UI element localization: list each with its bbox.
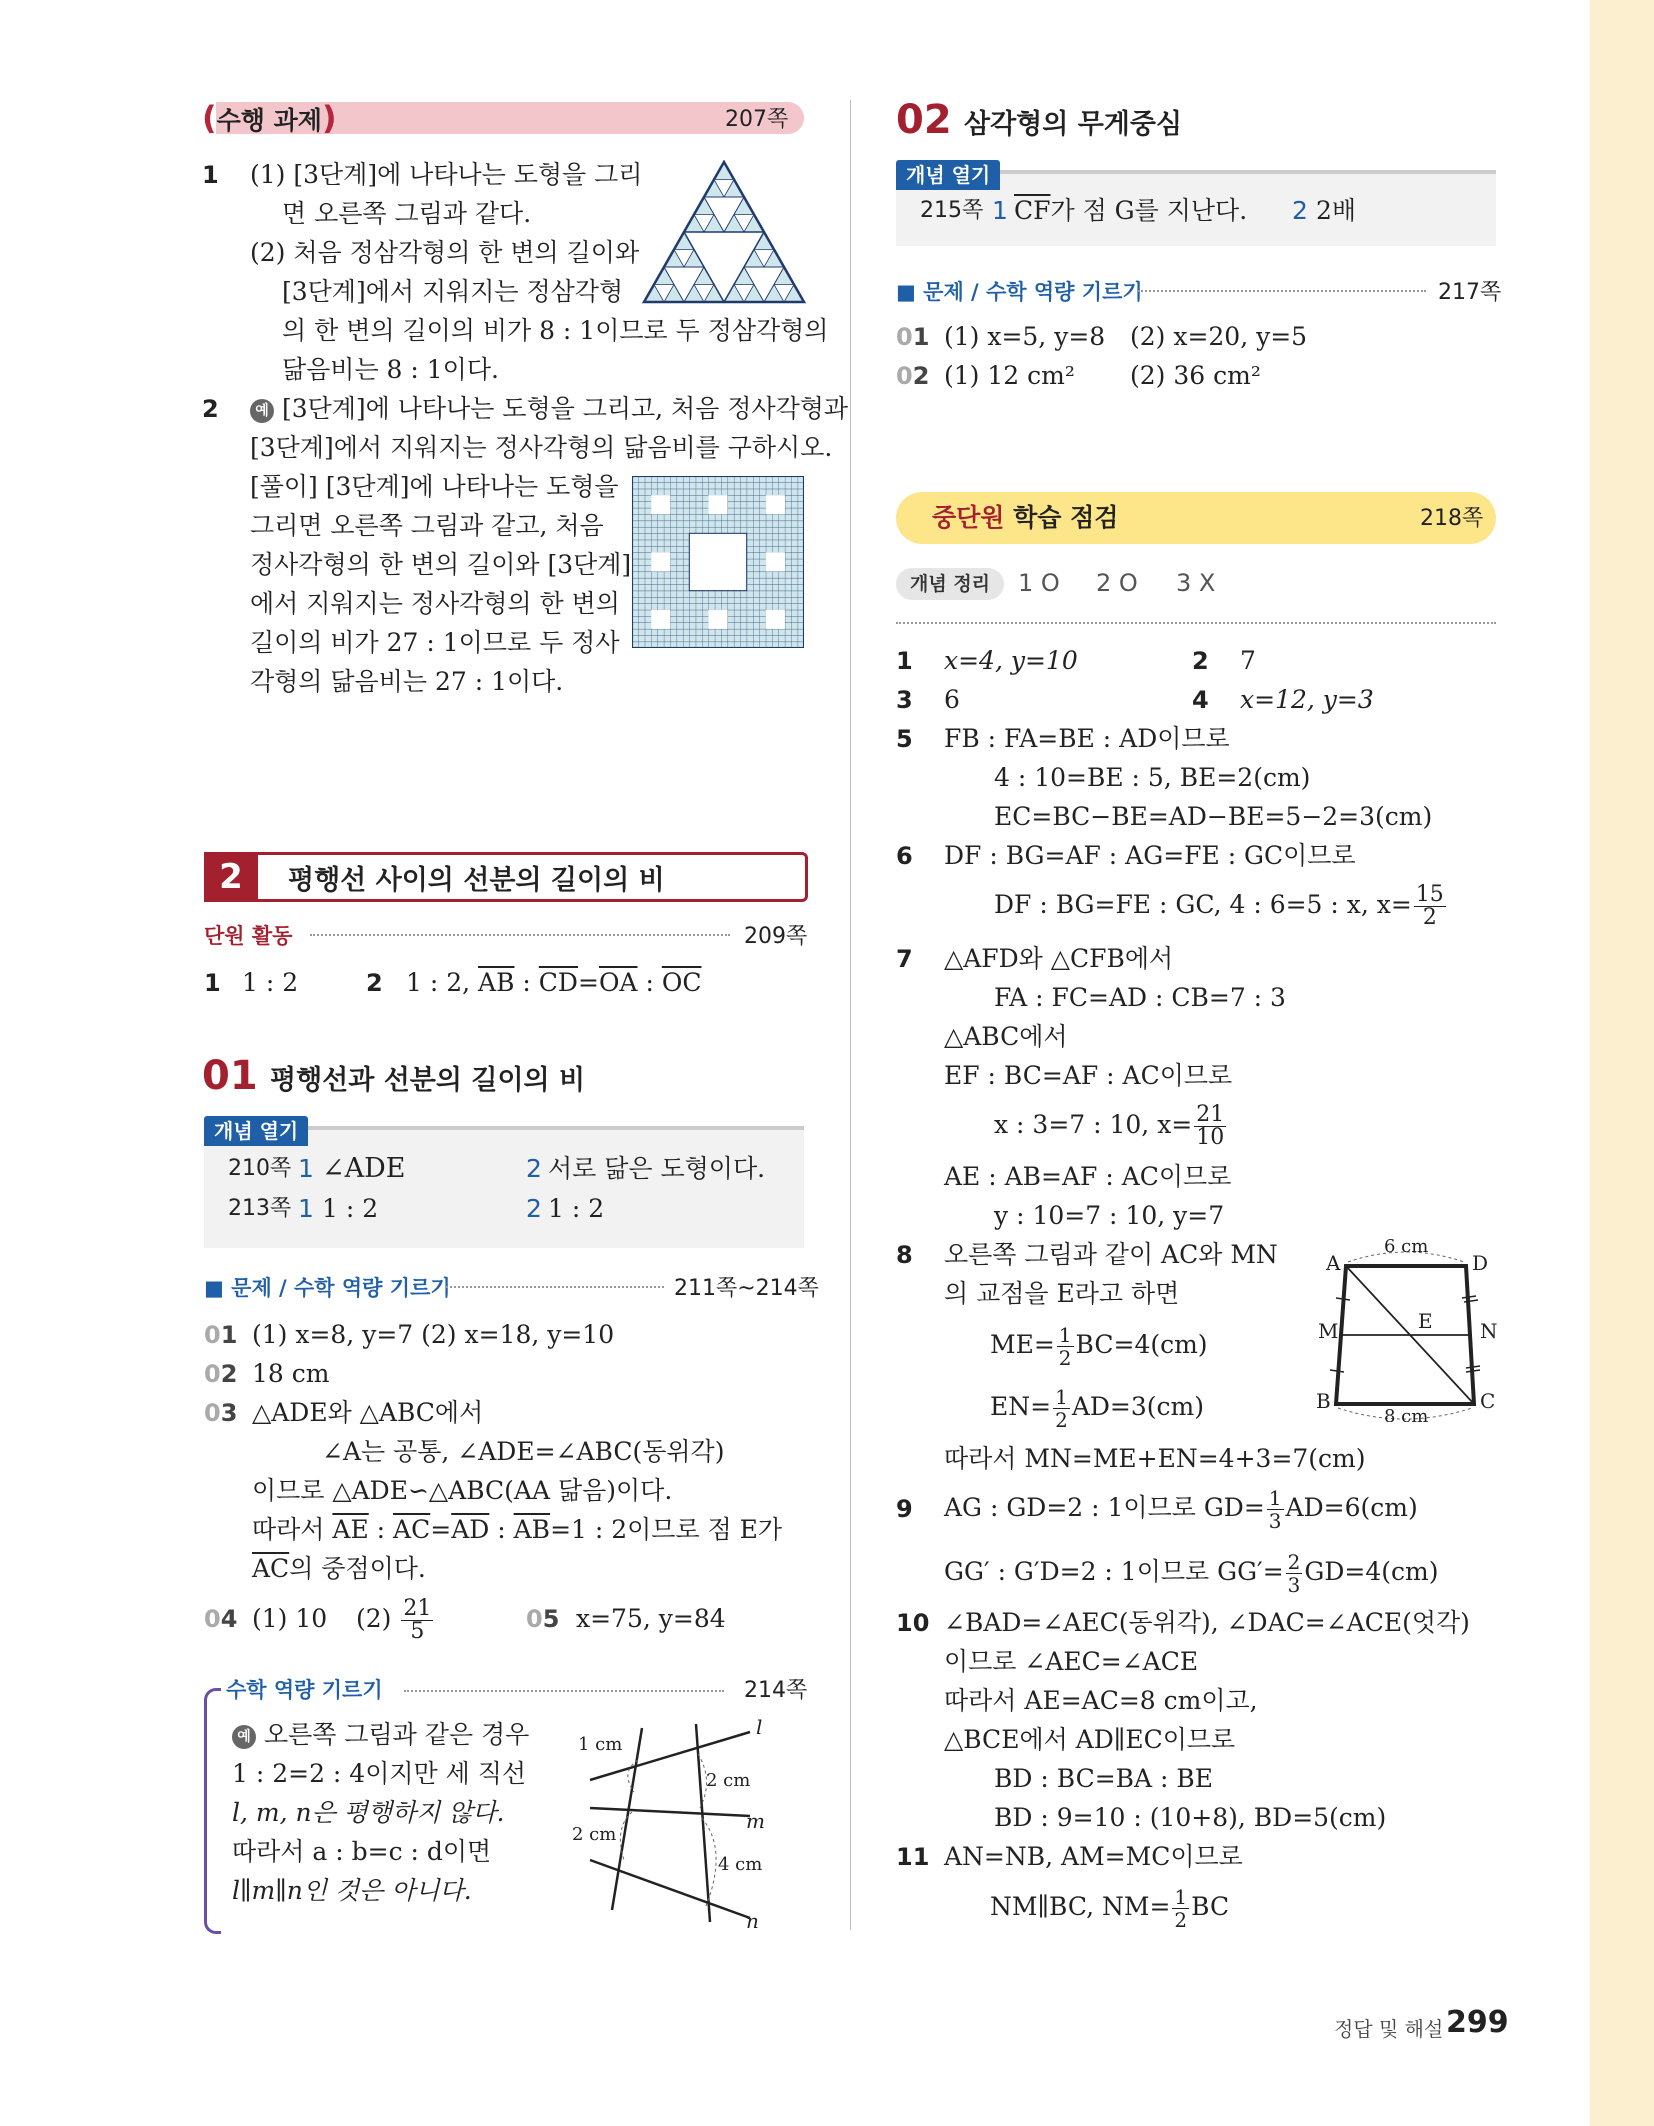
concept-summary-1: 1 O [1018,569,1060,597]
answer-9-num: 9 [896,1495,913,1523]
concept-row2-a: 1 : 2 [322,1194,379,1223]
problem-04-a: (1) 10 [252,1604,328,1633]
task-header-page: 207쪽 [725,107,789,132]
problem-r01-a: (1) x=5, y=8 [944,322,1106,351]
concept-row2-b: 1 : 2 [548,1194,605,1223]
concept-right-b-num: 2 [1292,196,1308,225]
answer-9-line1: AG : GD=2 : 1이므로 GD= $\frac{1}{3}$ AD=6(cm) [944,1486,1418,1533]
task2-number: 2 [202,395,219,423]
section01-title: 평행선과 선분의 길이의 비 [270,1065,586,1096]
concept-summary-3: 3 X [1176,569,1216,597]
problem-r02-num: 02 [896,362,930,390]
concept-tag-right: 개념 열기 [896,160,1000,190]
answer-7-line6: AE : AB=AF : AC이므로 [944,1162,1232,1191]
sierpinski-carpet-figure [632,476,804,648]
ability-line4: 따라서 a : b=c : d이면 [232,1837,492,1866]
problems-right-label: ■ 문제 / 수학 역량 기르기 [896,280,1143,304]
ability-line2: 1 : 2=2 : 4이지만 세 직선 [232,1759,526,1788]
problem-01-num: 01 [204,1321,238,1349]
answer-4: x=12, y=3 [1240,685,1374,714]
non-parallel-lines-figure [560,1710,780,1930]
task1-line4: [3단계]에서 지워지는 정삼각형 [282,277,624,306]
answer-11-line1: AN=NB, AM=MC이므로 [944,1842,1243,1871]
unit2-number: 2 [204,852,258,902]
problem-02: 18 cm [252,1359,330,1388]
unit-activity-answer1-num: 1 [204,969,221,997]
problem-01: (1) x=8, y=7 (2) x=18, y=10 [252,1320,615,1349]
concept-row1-a: ∠ADE [322,1153,406,1184]
answer-7-line3: △ABC에서 [944,1022,1068,1051]
unit-activity-answer1: 1 : 2 [242,968,299,997]
answer-8-num: 8 [896,1241,913,1269]
problem-03-line5: $\overline{AC}$의 중점이다. [252,1554,426,1583]
answer-10-line1: ∠BAD=∠AEC(동위각), ∠DAC=∠ACE(엇각) [944,1608,1470,1637]
problem-02-num: 02 [204,1360,238,1388]
example-badge: 예 [232,1725,256,1749]
answer-8-line2: 의 교점을 E라고 하면 [944,1279,1180,1308]
concept-tag: 개념 열기 [204,1116,308,1146]
chapter-check-title: 중단원 학습 점검 [932,503,1119,532]
answer-1-num: 1 [896,647,913,675]
ability-line5: l∥m∥n인 것은 아니다. [232,1876,472,1905]
ability-line1: 예 오른쪽 그림과 같은 경우 [232,1718,529,1752]
answer-7-line5: x : 3=7 : 10, x= $\frac{21}{10}$ [994,1102,1225,1150]
sierpinski-triangle-figure [642,160,806,304]
problem-03-line1: △ADE와 △ABC에서 [252,1398,484,1427]
answer-10-line4: △BCE에서 AD∥EC이므로 [944,1725,1236,1754]
ability-box-border [204,1688,221,1934]
answer-11-num: 11 [896,1843,930,1871]
task-header-title: (수행 과제) [202,99,337,137]
concept-row1-page: 210쪽 [228,1156,292,1181]
problem-04-num: 04 [204,1605,238,1633]
concept-row1-a-num: 1 [298,1154,314,1183]
answer-1: x=4, y=10 [944,646,1078,675]
answer-7-line2: FA : FC=AD : CB=7 : 3 [994,983,1286,1012]
task2-line4: 그리면 오른쪽 그림과 같고, 처음 [250,511,604,540]
answer-8-line5: 따라서 MN=ME+EN=4+3=7(cm) [944,1444,1366,1473]
concept-summary-tag: 개념 정리 [896,568,1004,600]
fig-point-D: D [1472,1251,1489,1275]
problem-05-num: 05 [526,1605,560,1633]
problem-r01-num: 01 [896,323,930,351]
problem-03-num: 03 [204,1399,238,1427]
problem-05: x=75, y=84 [576,1604,726,1633]
problems-label: ■ 문제 / 수학 역량 기르기 [204,1276,451,1300]
task1-number: 1 [202,161,219,189]
column-divider [850,100,851,1930]
unit-activity-page: 209쪽 [744,924,808,949]
problems-right-dots [1138,290,1426,292]
section02-title: 삼각형의 무게중심 [964,109,1183,140]
answer-9-line2: GG′ : G′D=2 : 1이므로 GG′= $\frac{2}{3}$ GD=4(cm) [944,1550,1439,1597]
answer-10-line5: BD : BC=BA : BE [994,1764,1214,1793]
concept-row1-b-num: 2 [526,1154,542,1183]
unit-activity-label: 단원 활동 [204,924,293,948]
fig-point-A: A [1326,1251,1341,1275]
task2-line8: 각형의 닮음비는 27 : 1이다. [250,667,564,696]
ability-line3: l, m, n은 평행하지 않다. [232,1798,505,1827]
answer-5-line2: 4 : 10=BE : 5, BE=2(cm) [994,763,1311,792]
fig-label-4cm: 4 cm [718,1854,763,1875]
check-dots [896,622,1496,624]
fig-label-6cm: 6 cm [1384,1236,1429,1257]
concept-right-b: 2배 [1316,196,1357,225]
problems-dots [446,1286,664,1288]
chapter-check-page: 218쪽 [1420,506,1484,531]
unit-activity-answer2-num: 2 [366,969,383,997]
answer-8-line1: 오른쪽 그림과 같이 AC와 MN [944,1240,1278,1269]
task1-line1: (1) [3단계]에 나타나는 도형을 그리 [250,160,643,189]
task2-line7: 길이의 비가 27 : 1이므로 두 정사 [250,628,620,657]
answer-2: 7 [1240,646,1256,675]
fig-label-l: l [756,1715,763,1739]
answer-5-line3: EC=BC−BE=AD−BE=5−2=3(cm) [994,802,1433,831]
example-badge: 예 [250,399,274,423]
answer-5-line1: FB : FA=BE : AD이므로 [944,724,1230,753]
answer-6-line1: DF : BG=AF : AG=FE : GC이므로 [944,841,1356,870]
concept-row1-b: 서로 닮은 도형이다. [548,1154,766,1183]
problems-right-page: 217쪽 [1438,280,1502,305]
page-side-tab [1590,0,1654,2126]
unit-activity-dots [310,934,730,936]
answer-3: 6 [944,685,960,714]
answer-10-line2: 이므로 ∠AEC=∠ACE [944,1647,1199,1676]
answer-7-line1: △AFD와 △CFB에서 [944,944,1174,973]
answer-6-line2: DF : BG=FE : GC, 4 : 6=5 : x, x= $\frac{15}{2}$ [994,882,1444,930]
problem-03-line3: 이므로 △ADE∽△ABC(AA 닮음)이다. [252,1476,673,1505]
answer-10-line3: 따라서 AE=AC=8 cm이고, [944,1686,1258,1715]
task1-line2: 면 오른쪽 그림과 같다. [282,199,532,228]
unit-activity-answer2: 1 : 2, $\overline{AB}$ : $\overline{CD}=\overline{OA}$ : $\overline{OC}$ [406,968,702,997]
fig-label-1cm: 1 cm [578,1734,623,1755]
task2-line5: 정사각형의 한 변의 길이와 [3단계] [250,550,632,579]
ability-page: 214쪽 [744,1678,808,1703]
answer-7-line7: y : 10=7 : 10, y=7 [994,1201,1225,1230]
answer-8-line4: EN= $\frac{1}{2}$ AD=3(cm) [990,1385,1204,1432]
answer-10-num: 10 [896,1609,930,1637]
task2-line6: 에서 지워지는 정사각형의 한 변의 [250,589,620,618]
answer-2-num: 2 [1192,647,1209,675]
answer-10-line6: BD : 9=10 : (10+8), BD=5(cm) [994,1803,1387,1832]
problem-r01-b: (2) x=20, y=5 [1130,322,1308,351]
answer-7-num: 7 [896,945,913,973]
fig-label-8cm: 8 cm [1384,1406,1429,1422]
concept-right-a-num: 1 [992,196,1008,225]
fig-label-m: m [746,1809,765,1833]
answer-8-line3: ME= $\frac{1}{2}$ BC=4(cm) [990,1323,1208,1370]
problem-03-line2: ∠A는 공통, ∠ADE=∠ABC(동위각) [322,1437,725,1466]
concept-right-page: 215쪽 [920,198,984,223]
fig-point-B: B [1316,1389,1331,1413]
unit2-title: 평행선 사이의 선분의 길이의 비 [288,865,665,896]
task2-line3: [풀이] [3단계]에 나타나는 도형을 [250,472,619,501]
footer-page-number: 299 [1446,2005,1509,2040]
task1-line5: 의 한 변의 길이의 비가 8 : 1이므로 두 정삼각형의 [282,316,829,345]
concept-row2-b-num: 2 [526,1194,542,1223]
problem-r02-a: (1) 12 cm² [944,361,1075,390]
problems-page: 211쪽~214쪽 [674,1276,819,1301]
fig-point-M: M [1318,1319,1339,1343]
concept-row2-a-num: 1 [298,1194,314,1223]
ability-label: 수학 역량 기르기 [226,1678,383,1702]
answer-4-num: 4 [1192,686,1209,714]
task2-line2: [3단계]에서 지워지는 정사각형의 닮음비를 구하시오. [250,433,833,462]
problem-r02-b: (2) 36 cm² [1130,361,1261,390]
fig-point-C: C [1480,1389,1496,1413]
concept-summary-2: 2 O [1096,569,1138,597]
concept-right-a: $\overline{CF}$가 점 G를 지난다. [1014,196,1248,225]
fig-label-2cm-left: 2 cm [572,1824,617,1845]
answer-3-num: 3 [896,686,913,714]
problem-04-b: (2) $\frac{21}{5}$ [356,1596,432,1644]
concept-row2-page: 213쪽 [228,1196,292,1221]
problem-03-line4: 따라서 $\overline{AE}$ : $\overline{AC}=\overline{AD}$ : $\overline{AB}=1$ : 2이므로 점 E가 [252,1515,783,1544]
answer-6-num: 6 [896,842,913,870]
answer-11-line2: NM∥BC, NM= $\frac{1}{2}$ BC [990,1885,1230,1932]
fig-label-2cm-right: 2 cm [706,1770,751,1791]
trapezoid-figure [1316,1236,1506,1422]
fig-point-N: N [1480,1319,1498,1343]
section01-number: 01 [202,1053,258,1099]
ability-dots [404,1690,724,1692]
fig-point-E: E [1418,1309,1433,1333]
answer-7-line4: EF : BC=AF : AC이므로 [944,1061,1233,1090]
fig-label-n: n [746,1909,759,1930]
answer-5-num: 5 [896,725,913,753]
footer-label: 정답 및 해설 [1334,2017,1444,2041]
task2-line1: 예 [3단계]에 나타나는 도형을 그리고, 처음 정사각형과 [250,392,848,426]
task1-line3: (2) 처음 정삼각형의 한 변의 길이와 [250,238,640,267]
task1-line6: 닮음비는 8 : 1이다. [282,355,499,384]
section02-number: 02 [896,97,952,143]
